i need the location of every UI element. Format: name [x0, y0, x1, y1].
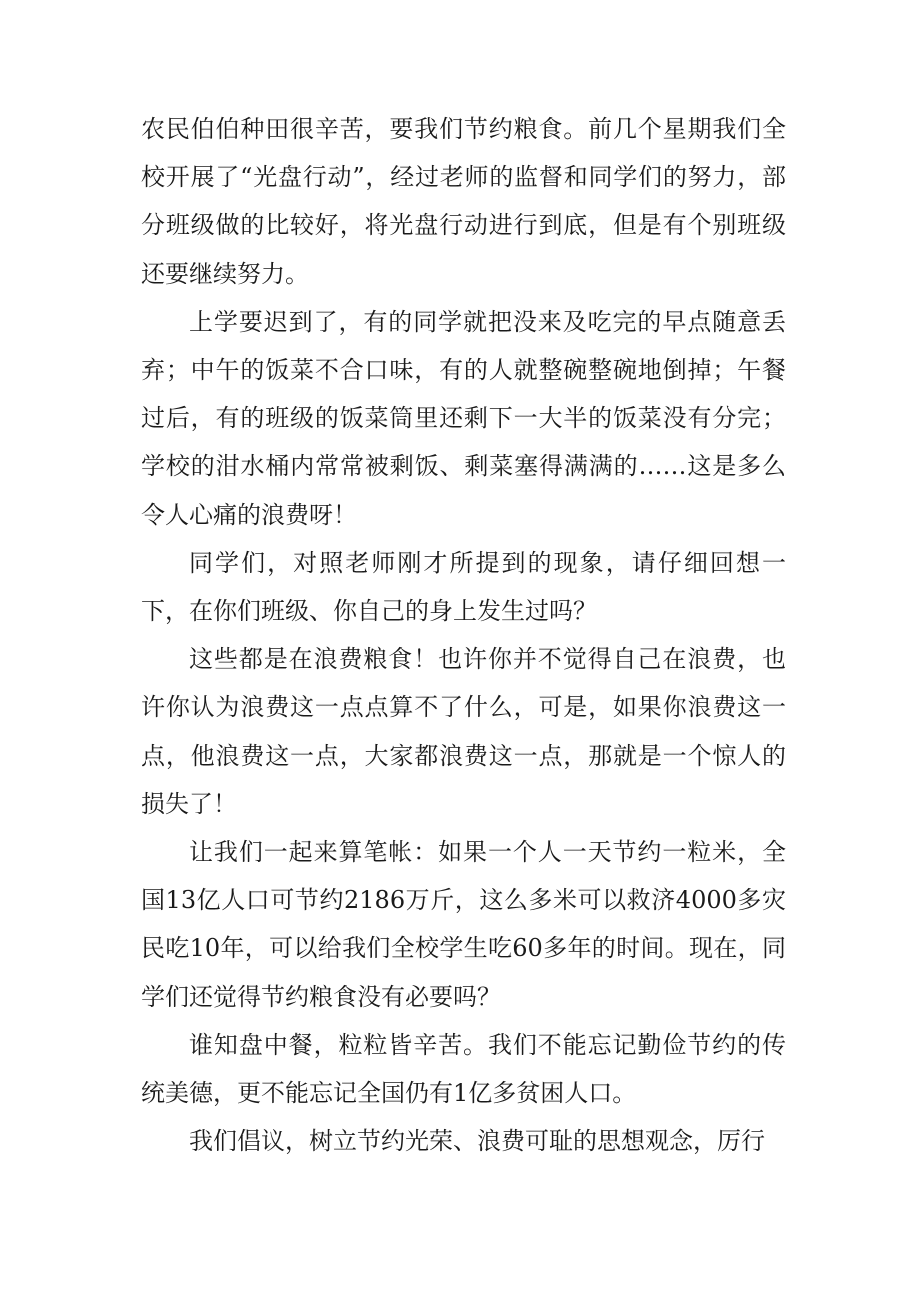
paragraph-1: 农民伯伯种田很辛苦，要我们节约粮食。前几个星期我们全校开展了“光盘行动”，经过老师的监督和同学们的努力，部分班级做的比较好，将光盘行动进行到底，但是有个别班级还要继续努力。 — [141, 115, 786, 288]
paragraph-7: 我们倡议，树立节约光荣、浪费可耻的思想观念，厉行 — [189, 1127, 765, 1156]
paragraph-6: 谁知盘中餐，粒粒皆辛苦。我们不能忘记勤俭节约的传统美德，更不能忘记全国仍有1亿多贫困人口。 — [141, 1030, 786, 1108]
document-body — [141, 105, 786, 1165]
paragraph-3: 同学们，对照老师刚才所提到的现象，请仔细回想一下，在你们班级、你自己的身上发生过吗？ — [141, 548, 786, 626]
paragraph-2: 上学要迟到了，有的同学就把没来及吃完的早点随意丢弃；中午的饭菜不合口味，有的人就整碗整碗地倒掉；午餐过后，有的班级的饭菜筒里还剩下一大半的饭菜没有分完；学校的泔水桶内常常被剩饭、剩菜塞得满满的……这是多么令人心痛的浪费呀！ — [141, 307, 786, 529]
paragraph-5: 让我们一起来算笔帐：如果一个人一天节约一粒米，全国13亿人口可节约2186万斤，这么多米可以救济4000多灾民吃10年，可以给我们全校学生吃60多年的时间。现在，同学们还觉得节约粮食没有必要吗？ — [141, 838, 786, 1011]
paragraph-4: 这些都是在浪费粮食！也许你并不觉得自己在浪费，也许你认为浪费这一点点算不了什么，可是，如果你浪费这一点，他浪费这一点，大家都浪费这一点，那就是一个惊人的损失了！ — [141, 645, 786, 818]
